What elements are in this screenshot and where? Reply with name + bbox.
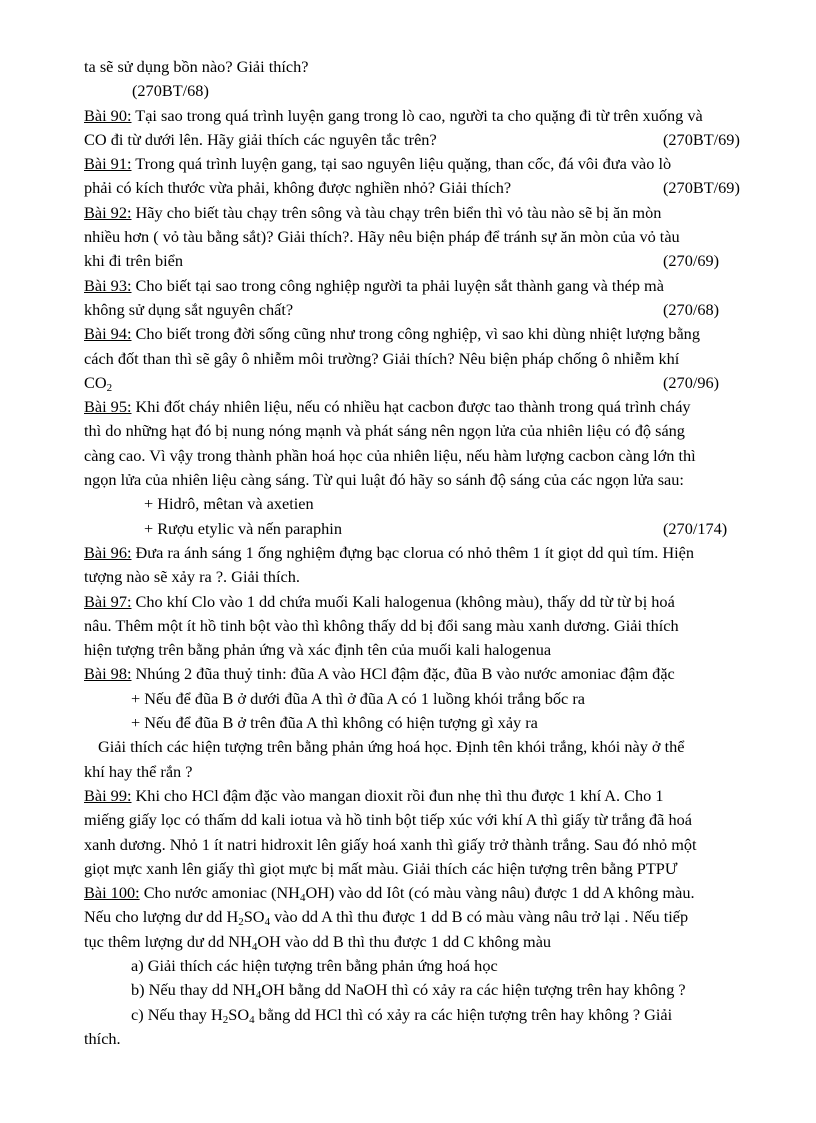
subscript: 4 <box>249 1013 255 1026</box>
reference-code: (270/174) <box>663 518 728 538</box>
reference-code: (270BT/69) <box>663 129 740 149</box>
reference-code: (270/69) <box>663 251 720 271</box>
exercise-list <box>84 55 744 1051</box>
exercise-99 <box>84 784 744 808</box>
text: nhiều hơn ( vỏ tàu bằng sắt)? Giải thích?. Hãy nêu biện pháp để tránh sự ăn mòn của vỏ tàu <box>84 227 680 247</box>
text: càng cao. Vì vậy trong thành phần hoá học của nhiên liệu, nếu hàm lượng cacbon càng lớn thì <box>84 445 696 465</box>
text: Đưa ra ánh sáng 1 ống nghiệm đựng bạc clorua có nhỏ thêm 1 ít giọt dd quì tím. Hiện <box>131 542 694 562</box>
sub-question <box>84 954 744 978</box>
text: Hãy cho biết tàu chạy trên sông và tàu chạy trên biển thì vỏ tàu nào sẽ bị ăn mòn <box>131 202 662 222</box>
text: giọt mực xanh lên giấy thì giọt mực bị mất màu. Giải thích các hiện tượng trên bằng PTPƯ <box>84 858 678 878</box>
text-line <box>84 128 744 152</box>
text: tục thêm lượng dư dd NH <box>84 931 252 951</box>
text: + Rượu etylic và nến paraphin <box>144 518 342 538</box>
text: OH vào dd B thì thu được 1 dd C không màu <box>257 931 552 951</box>
text: nâu. Thêm một ít hồ tinh bột vào thì không thấy dd bị đổi sang màu xanh dương. Giải thích <box>84 615 679 635</box>
exercise-label: Bài 97: <box>84 591 132 611</box>
text: Nếu cho lượng dư dd H <box>84 907 239 927</box>
text-line <box>84 808 744 832</box>
exercise-97 <box>84 590 744 614</box>
text: hiện tượng trên bằng phản ứng và xác định tên của muối kali halogenua <box>84 640 552 660</box>
text-line <box>84 419 744 443</box>
formula: CO <box>84 372 107 392</box>
exercise-label: Bài 90: <box>84 105 132 125</box>
text: SO <box>243 907 265 927</box>
text: ngọn lửa của nhiên liệu càng sáng. Từ qui luật đó hãy so sánh độ sáng của các ngọn lửa sau: <box>84 470 684 490</box>
exercise-label: Bài 99: <box>84 785 132 805</box>
text: khi đi trên biển <box>84 251 184 271</box>
text-line <box>84 760 744 784</box>
text-line <box>84 249 744 273</box>
reference-line <box>84 79 744 103</box>
exercise-93 <box>84 274 744 298</box>
text-line <box>84 225 744 249</box>
subscript: 4 <box>264 916 271 929</box>
exercise-label: Bài 98: <box>84 664 132 684</box>
text: + Nếu để đũa B ở dưới đũa A thì ở đũa A có 1 luồng khói trắng bốc ra <box>131 688 585 708</box>
text-line <box>84 638 744 662</box>
text-line <box>84 614 744 638</box>
text: cách đốt than thì sẽ gây ô nhiễm môi trường? Giải thích? Nêu biện pháp chống ô nhiễm khí <box>84 348 680 368</box>
text: Khi cho HCl đậm đặc vào mangan dioxit rồi đun nhẹ thì thu được 1 khí A. Cho 1 <box>131 785 664 805</box>
text: Cho biết tại sao trong công nghiệp người ta phải luyện sắt thành gang và thép mà <box>131 275 664 295</box>
text: OH) vào dd Iôt (có màu vàng nâu) được 1 dd A không màu. <box>305 883 695 903</box>
text: Cho nước amoniac (NH <box>139 883 300 903</box>
bullet-line <box>84 492 744 516</box>
text-line <box>84 857 744 881</box>
reference-code: (270/96) <box>663 372 720 392</box>
subscript: 2 <box>222 1013 229 1026</box>
text-line <box>84 833 744 857</box>
exercise-96 <box>84 541 744 565</box>
text: thích. <box>84 1028 121 1048</box>
sub-question <box>84 1003 744 1027</box>
bullet-line <box>84 517 744 541</box>
text-line <box>84 347 744 371</box>
text: OH bằng dd NaOH thì có xảy ra các hiện tượng trên hay không ? <box>261 980 686 1000</box>
exercise-label: Bài 100: <box>84 883 140 903</box>
exercise-90 <box>84 104 744 128</box>
text-line <box>84 1027 744 1051</box>
text: ta sẽ sử dụng bồn nào? Giải thích? <box>84 57 309 76</box>
text-line <box>84 905 744 929</box>
exercise-label: Bài 93: <box>84 275 132 295</box>
subscript: 4 <box>255 989 262 1002</box>
exercise-label: Bài 95: <box>84 397 132 417</box>
exercise-label: Bài 92: <box>84 202 132 222</box>
subscript: 4 <box>251 940 258 953</box>
text: không sử dụng sắt nguyên chất? <box>84 299 294 319</box>
text: khí hay thể rắn ? <box>84 761 193 781</box>
exercise-100 <box>84 881 744 905</box>
exercise-label: Bài 96: <box>84 542 132 562</box>
text: SO <box>228 1004 250 1024</box>
exercise-95 <box>84 395 744 419</box>
exercise-91 <box>84 152 744 176</box>
text-line <box>84 55 744 79</box>
text: a) Giải thích các hiện tượng trên bằng phản ứng hoá học <box>131 955 498 975</box>
subscript: 2 <box>238 916 244 929</box>
reference-code: (270BT/68) <box>132 81 209 101</box>
text-line <box>84 298 744 322</box>
text: miếng giấy lọc có thấm dd kali iotua và hồ tinh bột tiếp xúc với khí A thì giấy từ trắng đã hoá <box>84 810 692 830</box>
bullet-line <box>84 687 744 711</box>
subscript: 2 <box>106 381 113 394</box>
text: CO đi từ dưới lên. Hãy giải thích các nguyên tắc trên? <box>84 129 437 149</box>
reference-code: (270/68) <box>663 299 720 319</box>
subscript: 4 <box>299 892 306 905</box>
text: thì do những hạt đó bị nung nóng mạnh và phát sáng nên ngọn lửa của nhiên liệu có độ sáng <box>84 421 685 441</box>
text: Cho khí Clo vào 1 dd chứa muối Kali halogenua (không màu), thấy dd từ từ bị hoá <box>131 591 675 611</box>
exercise-label: Bài 91: <box>84 154 132 174</box>
reference-code: (270BT/69) <box>663 178 740 198</box>
text: c) Nếu thay H <box>131 1004 223 1024</box>
text: Cho biết trong đời sống cũng như trong công nghiệp, vì sao khi dùng nhiệt lượng bằng <box>131 324 700 344</box>
text: vào dd A thì thu được 1 dd B có màu vàng nâu trở lại . Nếu tiếp <box>270 907 689 927</box>
exercise-94 <box>84 322 744 346</box>
exercise-92 <box>84 201 744 225</box>
text: phải có kích thước vừa phải, không được nghiền nhỏ? Giải thích? <box>84 178 512 198</box>
text: Giải thích các hiện tượng trên bằng phản ứng hoá học. Định tên khói trắng, khói này ở thể <box>98 737 685 757</box>
text-line <box>84 565 744 589</box>
bullet-line <box>84 711 744 735</box>
text: + Hidrô, mêtan và axetien <box>144 494 314 514</box>
text-line <box>84 735 744 759</box>
text-line <box>84 371 744 395</box>
exercise-98 <box>84 662 744 686</box>
text: Tại sao trong quá trình luyện gang trong lò cao, người ta cho quặng đi từ trên xuống và <box>131 105 703 125</box>
sub-question <box>84 978 744 1002</box>
text-line <box>84 930 744 954</box>
exercise-label: Bài 94: <box>84 324 132 344</box>
text-line <box>84 468 744 492</box>
text: Trong quá trình luyện gang, tại sao nguyên liệu quặng, than cốc, đá vôi đưa vào lò <box>131 154 672 174</box>
text: Khi đốt cháy nhiên liệu, nếu có nhiều hạt cacbon được tao thành trong quá trình cháy <box>131 397 691 417</box>
text: tượng nào sẽ xảy ra ?. Giải thích. <box>84 567 300 587</box>
text: + Nếu để đũa B ở trên đũa A thì không có hiện tượng gì xảy ra <box>131 713 538 733</box>
text: bằng dd HCl thì có xảy ra các hiện tượng trên hay không ? Giải <box>254 1004 673 1024</box>
text-line <box>84 176 744 200</box>
text-line <box>84 444 744 468</box>
text: xanh dương. Nhỏ 1 ít natri hidroxit lên giấy hoá xanh thì giấy trở thành trắng. Sau đó nhỏ một <box>84 834 697 854</box>
text: Nhúng 2 đũa thuỷ tinh: đũa A vào HCl đậm đặc, đũa B vào nước amoniac đậm đặc <box>131 664 675 684</box>
text: b) Nếu thay dd NH <box>131 980 256 1000</box>
